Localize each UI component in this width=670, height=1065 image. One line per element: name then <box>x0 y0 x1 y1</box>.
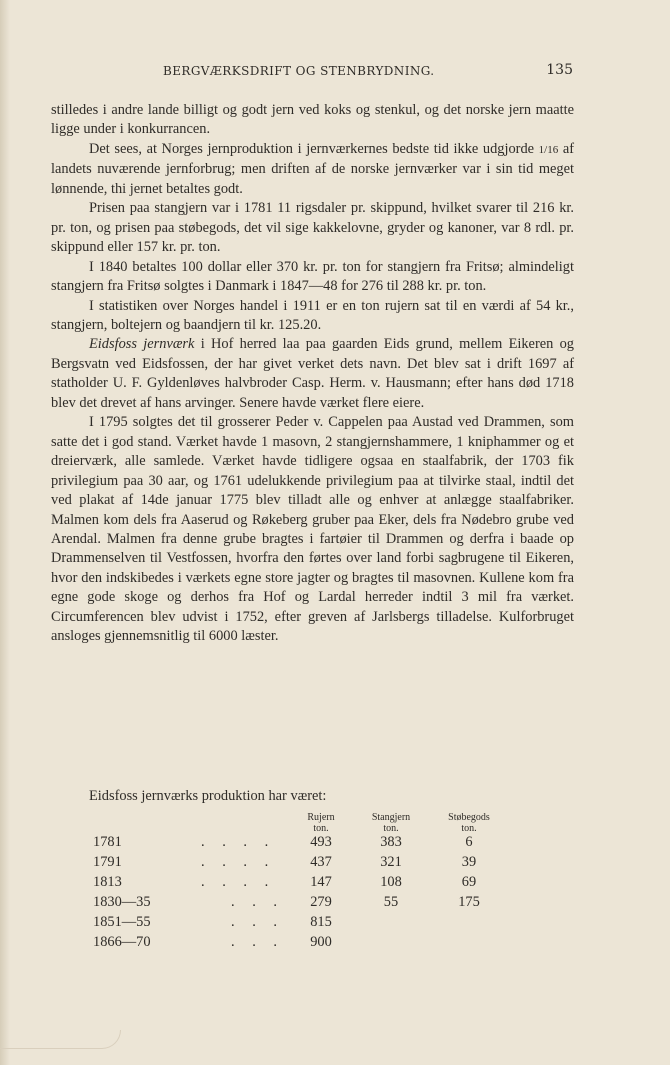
table-row: 1781 . . . . 493 383 6 <box>93 834 473 850</box>
page-corner-mark <box>0 1030 121 1049</box>
table-row: 1851—55 . . . 815 <box>93 914 332 930</box>
paragraph-eidsfoss: Eidsfoss jernværk i Hof herred laa paa gaarden Eids grund, mellem Eikeren og Bergsvatn ved Eidsfossen, der har givet verket dets navn. Det blev sat i drift 1697 af statholder U. F. Gyldenløves halvbroder Casp. Herm. v. Hausmann; efter hans død 1718 blev det drevet af hans arvinger. Senere havde værket flere eiere. <box>51 336 574 411</box>
table-row: 1830—35 . . . 279 55 175 <box>93 894 480 910</box>
table-row: 1866—70 . . . 900 <box>93 934 332 950</box>
paragraph-jernproduktion: Det sees, at Norges jernproduktion i jernværkernes bedste tid ikke udgjorde 1/16 af landets nuværende jernforbrug; men driften af de norske jernværker var i sin tid meget lønnende, thi jernet betaltes godt. <box>51 140 575 197</box>
table-row: 1813 . . . . 147 108 69 <box>93 874 477 890</box>
fraction: 1/16 <box>538 143 559 156</box>
paragraph-continuation: stilledes i andre lande billigt og godt jern ved koks og stenkul, og det norske jern maatte ligge under i konkurrancen. <box>51 102 574 138</box>
paragraph-1795: I 1795 solgtes det til grosserer Peder v. Cappelen paa Austad ved Drammen, som satte det i god stand. Værket havde 1 masovn, 2 stangjernshammere, 1 kniphammer og et dreierværk, alle samlede. Værket havde tidligere ogsaa en staalfabrik, der 1703 fik privilegium paa 30 aar, og 1761 udelukkende privilegium paa at tilvirke staal, indtil det ved plakat af 14de januar 1775 blev tilladt alle og enhver at anlægge staalfabriker. Malmen kom dels fra Aaserud og Røkeberg gruber paa Eker, dels fra Nødebro grube ved Arendal. Malmen fra denne grube bragtes i fartøier til Drammen og derfra i baade op Drammenselven til Vestfossen, hvorfra den førtes over land forbi sagbrugene til Eikeren, hvor den indskibedes i værkets egne store jagter og bragtes til masovnen. Kullene kom fra egne gode skoge og derhos fra Hof og Lardal herreder indtil 3 mil fra værket. Circumferencen blev udvist i 1752, efter greven af Jarlsbergs tilladelse. Kulforbruget ansloges gjennemsnitlig til 6000 læster. <box>51 414 574 645</box>
table-row: 1791 . . . . 437 321 39 <box>93 854 477 870</box>
paragraph-prisen: Prisen paa stangjern var i 1781 11 rigsdaler pr. skippund, hvilket svarer til 216 kr. pr. ton, og prisen paa støbegods, det vil sige kakkelovne, gryder og kanoner, var 8 rdl. pr. skippund eller 157 kr. pr. ton. <box>51 200 574 256</box>
paragraph-1840: I 1840 betaltes 100 dollar eller 370 kr. pr. ton for stangjern fra Fritsø; almindeligt stangjern fra Fritsø solgtes i Danmark i 1847—48 for 276 til 288 kr. pr. ton. <box>51 258 574 295</box>
column-header-stobegods: Støbegods ton. <box>448 812 490 834</box>
page-binding-edge <box>0 0 10 1065</box>
column-header-stangjern: Stangjern ton. <box>371 812 411 834</box>
page-number: 135 <box>546 62 573 78</box>
column-header-rujern: Rujern ton. <box>307 812 335 834</box>
eidsfoss-heading: Eidsfoss jernværk <box>89 336 195 353</box>
production-intro: Eidsfoss jernværks produktion har været: <box>89 788 327 804</box>
page-header <box>163 62 573 82</box>
body-text <box>51 101 574 647</box>
paragraph-statistiken: I statistiken over Norges handel i 1911 er en ton rujern sat til en værdi af 54 kr., stangjern, boltejern og baandjern til kr. 125.20. <box>51 297 574 333</box>
running-title: BERGVÆRKSDRIFT OG STENBRYDNING. <box>163 64 435 78</box>
